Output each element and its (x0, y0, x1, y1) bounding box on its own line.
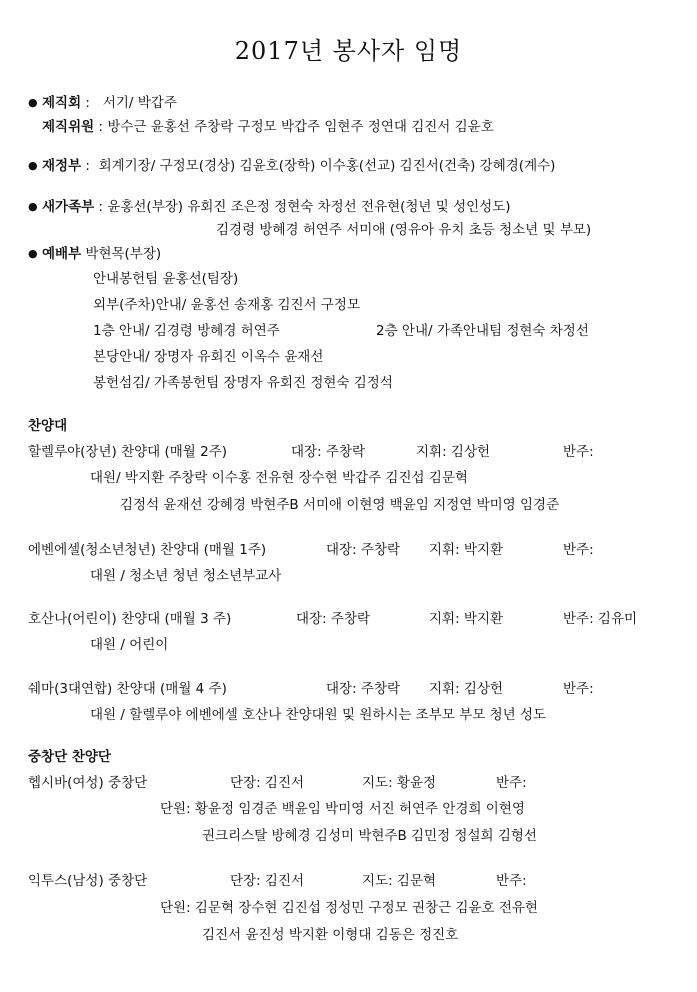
jejik-value: 서기/ 박갑주 (102, 95, 177, 111)
chorus-ichthys-members-1: 단원: 김문혁 장수현 김진섭 정성민 구정모 권창근 김윤호 전유현 (160, 900, 538, 916)
choir-hallelujah-leader: 대장: 주창락 (291, 444, 366, 460)
chorus-ichthys-accompanist: 반주: (496, 873, 527, 889)
worship-label: 예배부 (42, 246, 82, 262)
finance-value: 회계기장/ 구정모(경상) 김윤호(장학) 이수홍(선교) 김진서(건축) 강혜경(계수) (98, 158, 556, 174)
chorus-ichthys-director: 지도: 김문혁 (362, 873, 437, 889)
choir-hosanna-accompanist: 반주: 김유미 (563, 611, 638, 627)
worship-line (42, 245, 161, 263)
bullet-newfamily: ● (28, 200, 38, 213)
chorus-hephzibah-director: 지도: 황윤정 (362, 775, 437, 791)
worship-offering: 봉헌섬김/ 가족봉헌팀 장명자 유회진 정현숙 김정석 (93, 375, 393, 391)
choir-shema-conductor: 지휘: 김상헌 (429, 681, 504, 697)
newfamily-line-2: 김경령 방혜경 허연주 서미애 (영유아 유치 초등 청소년 및 부모) (216, 222, 592, 238)
jejik-committee-sep: : (94, 119, 108, 135)
choir-shema-leader: 대장: 주창락 (326, 681, 401, 697)
choir-ebenezer-leader: 대장: 주창락 (326, 542, 401, 558)
chorus-hephzibah-leader: 단장: 김진서 (230, 775, 305, 791)
newfamily-value: 윤홍선(부장) 유회진 조은정 정현숙 차정선 전유현(청년 및 성인성도) (107, 199, 511, 215)
newfamily-sep: : (94, 199, 108, 215)
bullet-worship: ● (28, 247, 38, 260)
worship-sanctuary-usher: 본당안내/ 장명자 유회진 이옥수 윤재선 (93, 349, 324, 365)
jejik-sep: : (81, 95, 103, 111)
chorus-hephzibah-members-1: 단원: 황윤정 임경준 백윤임 박미영 서진 허연주 안경희 이현영 (160, 801, 525, 817)
worship-floor2-usher: 2층 안내/ 가족안내팀 정현숙 차정선 (376, 323, 589, 339)
chorus-hephzibah-name: 헵시바(여성) 중창단 (28, 775, 148, 791)
jejik-label: 제직회 (42, 95, 82, 111)
choir-ebenezer-accompanist: 반주: (563, 542, 594, 558)
choir-ebenezer-conductor: 지휘: 박지환 (429, 542, 504, 558)
newfamily-label: 새가족부 (42, 199, 95, 215)
chorus-hephzibah-accompanist: 반주: (496, 775, 527, 791)
chorus-ichthys-leader: 단장: 김진서 (230, 873, 305, 889)
choir-hallelujah-name: 할렐루야(장년) 찬양대 (매월 2주) (28, 444, 228, 460)
jejik-committee-value: 방수근 윤홍선 주창락 구정모 박갑주 임현주 정연대 김진서 김윤호 (107, 119, 494, 135)
worship-floor1-usher: 1층 안내/ 김경령 방혜경 허연주 (93, 323, 280, 339)
choir-hallelujah-members-2: 김정석 윤재선 강혜경 박현주B 서미애 이현영 백윤임 지정연 박미영 임경준 (120, 497, 560, 513)
choir-shema-name: 쉐마(3대연합) 찬양대 (매월 4 주) (28, 681, 227, 697)
choir-heading: 찬양대 (28, 418, 68, 434)
chorus-ichthys-members-2: 김진서 윤진성 박지환 이형대 김동은 정진호 (202, 927, 459, 943)
choir-hallelujah-conductor: 지휘: 김상헌 (416, 444, 491, 460)
choir-ebenezer-name: 에벤에셀(청소년청년) 찬양대 (매월 1주) (28, 542, 267, 558)
choir-shema-accompanist: 반주: (563, 681, 594, 697)
worship-parking-usher: 외부(주차)안내/ 윤홍선 송재홍 김진서 구정모 (93, 297, 360, 313)
finance-label: 재정부 (42, 158, 82, 174)
choir-hosanna-leader: 대장: 주창락 (296, 611, 371, 627)
jejik-committee-line (42, 118, 494, 136)
choir-ebenezer-members: 대원 / 청소년 청년 청소년부교사 (90, 568, 282, 584)
finance-sep: : (81, 158, 99, 174)
newfamily-line (42, 198, 511, 216)
jejik-line (42, 94, 177, 112)
chorus-hephzibah-members-2: 권크리스탈 방혜경 김성미 박현주B 김민정 정설희 김형선 (202, 828, 537, 844)
choir-shema-members: 대원 / 할렐루야 에벤에셀 호산나 찬양대원 및 원하시는 조부모 부모 청년 성도 (90, 707, 547, 723)
chorus-ichthys-name: 익투스(남성) 중창단 (28, 873, 148, 889)
choir-hallelujah-accompanist: 반주: (563, 444, 594, 460)
finance-line (42, 157, 555, 175)
choir-hallelujah-members-1: 대원/ 박지환 주창락 이수홍 전유현 장수현 박갑주 김진섭 김문혁 (90, 470, 468, 486)
choir-hosanna-members: 대원 / 어린이 (90, 637, 169, 653)
choir-hosanna-conductor: 지휘: 박지환 (429, 611, 504, 627)
choir-hosanna-name: 호산나(어린이) 찬양대 (매월 3 주) (28, 611, 232, 627)
bullet-jejik: ● (28, 96, 38, 109)
bullet-finance: ● (28, 159, 38, 172)
worship-head: 박현목(부장) (85, 246, 162, 262)
page-title: 2017년 봉사자 임명 (234, 37, 463, 65)
chorus-heading: 중창단 찬양단 (28, 749, 111, 765)
jejik-committee-label: 제직위원 (42, 119, 95, 135)
worship-usher-team: 안내봉헌팀 윤홍선(팀장) (93, 271, 239, 287)
